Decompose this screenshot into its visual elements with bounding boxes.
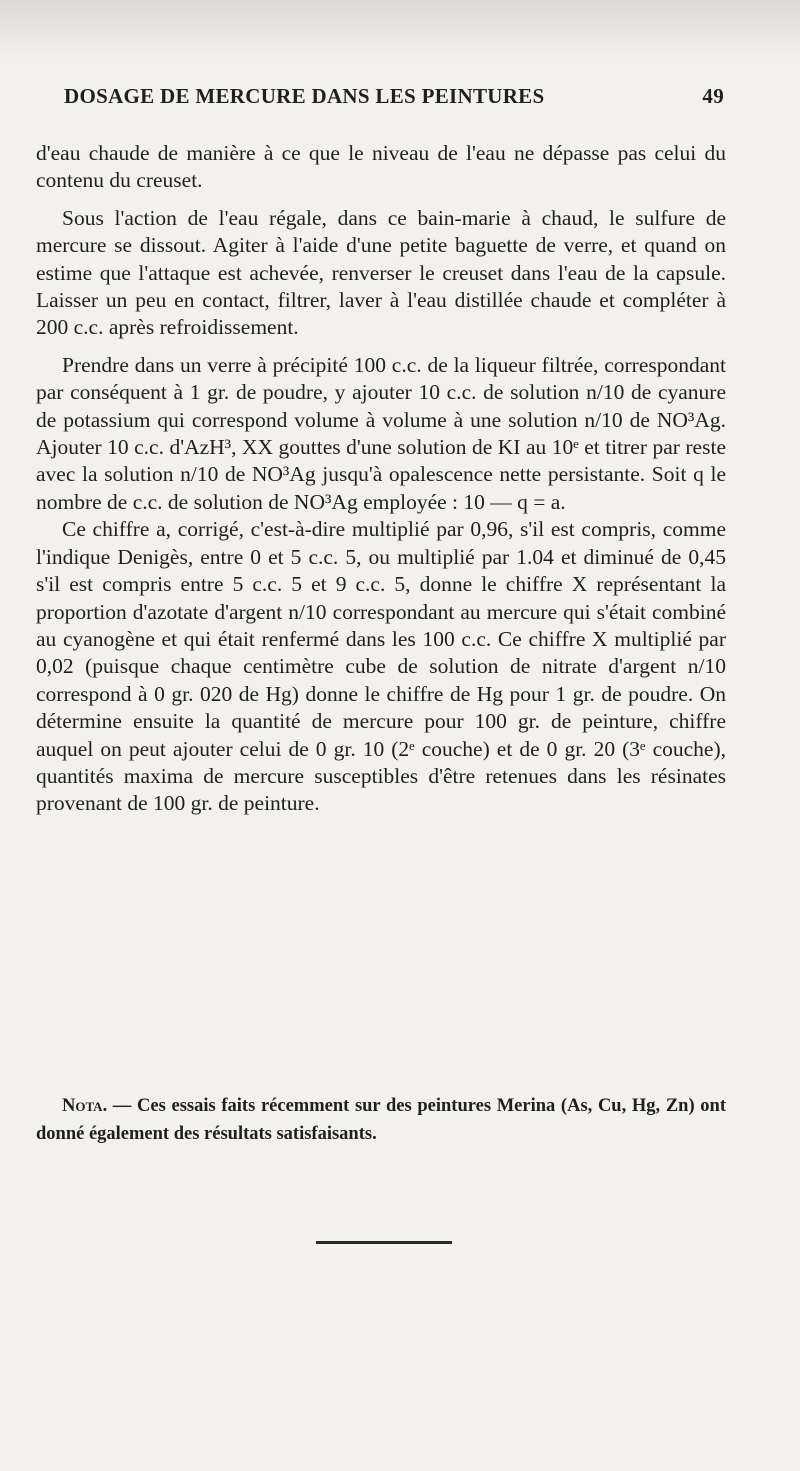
paragraph-calculation: Ce chiffre a, corrigé, c'est-à-dire multiplié par 0,96, s'il est compris, comme l'indique Denigès, entre 0 et 5 c.c. 5, ou multiplié par 1.04 et diminué de 0,45 s'il est compris entre 5 c.c. 5 et 9 c.c. 5, donne le chiffre X représentant la proportion d'azotate d'argent n/10 correspondant au mercure qui s'était combiné au cyanogène et qui était renfermé dans les 100 c.c. Ce chiffre X multiplié par 0,02 (puisque chaque centimètre cube de solution de nitrate d'argent n/10 correspond à 0 gr. 020 de Hg) donne le chiffre de Hg pour 1 gr. de poudre. On détermine ensuite la quantité de mercure pour 100 gr. de peinture, chiffre auquel on peut ajouter celui de 0 gr. 10 (2ᵉ couche) et de 0 gr. 20 (3ᵉ couche), quantités maxima de mercure susceptibles d'être retenues dans les résinates provenant de 100 gr. de peinture. — [36, 517, 726, 816]
nota-text: — Ces essais faits récemment sur des peintures Merina (As, Cu, Hg, Zn) ont donné également des résultats satisfaisants. — [36, 1096, 726, 1144]
end-rule — [316, 1241, 452, 1244]
page-number: 49 — [702, 84, 724, 108]
scan-shadow — [0, 0, 800, 60]
running-title: DOSAGE DE MERCURE DANS LES PEINTURES — [64, 84, 545, 108]
nota-paragraph — [36, 1093, 726, 1148]
running-header — [64, 84, 724, 109]
nota-label: Nota. — [62, 1096, 108, 1116]
paragraph-titration: Prendre dans un verre à précipité 100 c.c. de la liqueur filtrée, correspondant par conséquent à 1 gr. de poudre, y ajouter 10 c.c. de solution n/10 de cyanure de potassium qui correspond volume à volume à une solution n/10 de NO³Ag. Ajouter 10 c.c. d'AzH³, XX gouttes d'une solution de KI au 10ᵉ et titrer par reste avec la solution n/10 de NO³Ag jusqu'à opalescence nette persistante. Soit q le nombre de c.c. de solution de NO³Ag employée : 10 — q = a. — [36, 352, 726, 514]
body-text — [36, 140, 726, 818]
paragraph-dissolution: Sous l'action de l'eau régale, dans ce bain-marie à chaud, le sulfure de mercure se dissout. Agiter à l'aide d'une petite baguette de verre, et quand on estime que l'attaque est achevée, renverser le creuset dans l'eau de la capsule. Laisser un peu en contact, filtrer, laver à l'eau distillée chaude et compléter à 200 c.c. après refroidissement. — [36, 205, 726, 340]
paragraph-continuation: d'eau chaude de manière à ce que le niveau de l'eau ne dépasse pas celui du contenu du creuset. — [36, 141, 726, 193]
